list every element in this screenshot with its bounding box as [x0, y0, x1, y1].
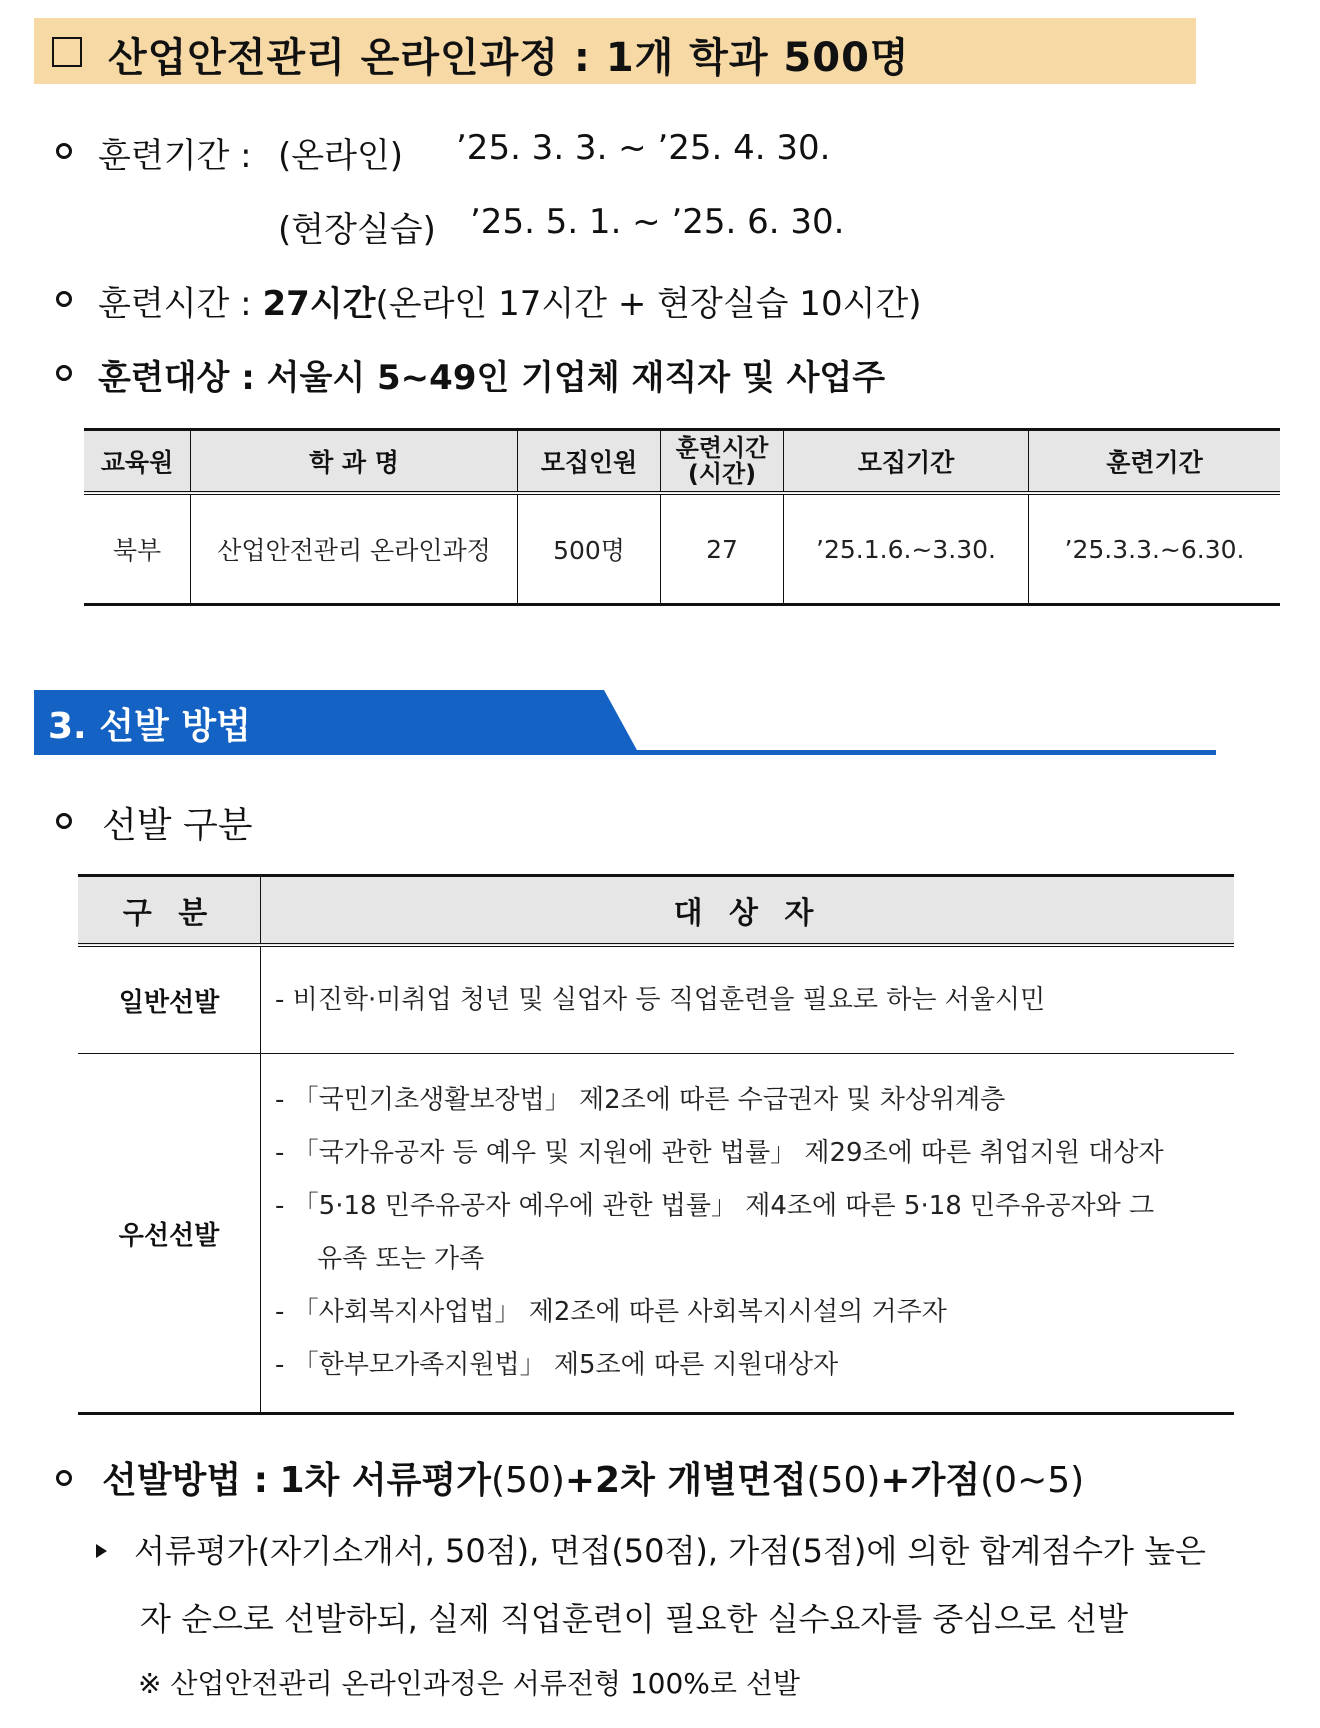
method-part-bonus: +가점 — [880, 1460, 981, 1501]
general-category: 일반선발 — [78, 945, 261, 1054]
col-course-name: 학 과 명 — [191, 430, 518, 494]
method-detail-line1: 서류평가(자기소개서, 50점), 면접(50점), 가점(5점)에 의한 합계점수가 높은 — [134, 1532, 1206, 1570]
list-item: - 비진학·미취업 청년 및 실업자 등 직업훈련을 필요로 하는 서울시민 — [275, 984, 1046, 1015]
method-part-interview: +2차 개별면접 — [564, 1460, 807, 1501]
list-item: 유족 또는 가족 — [317, 1244, 485, 1274]
method-note: ※ 산업안전관리 온라인과정은 서류전형 100%로 선발 — [138, 1667, 800, 1700]
col-training-period: 훈련기간 — [1029, 430, 1281, 494]
col-target: 대 상 자 — [261, 876, 1235, 946]
cell-course-name: 산업안전관리 온라인과정 — [191, 493, 518, 605]
training-period — [98, 128, 252, 177]
triangle-bullet-icon — [96, 1544, 107, 1558]
bullet-circle-icon — [56, 1470, 72, 1486]
col-training-hours-line1: 훈련시간 — [675, 434, 769, 462]
priority-category: 우선선발 — [78, 1054, 261, 1414]
cell-training-hours: 27 — [661, 493, 784, 605]
col-recruit-period: 모집기간 — [784, 430, 1029, 494]
hours-label: 훈련시간 : — [98, 284, 252, 324]
field-label: (현장실습) — [278, 210, 436, 250]
cell-recruit-period: ’25.1.6.~3.30. — [784, 493, 1029, 605]
bullet-circle-icon — [56, 143, 72, 159]
section-subtitle: 선발 구분 — [102, 805, 253, 846]
method-part-bonus-score: (0~5) — [980, 1460, 1085, 1501]
table-row — [84, 493, 1280, 605]
method-part-doc-score: (50) — [490, 1460, 565, 1501]
page-title: 산업안전관리 온라인과정 : 1개 학과 500명 — [108, 35, 910, 81]
col-category: 구 분 — [78, 876, 261, 946]
training-hours — [98, 276, 922, 325]
general-desc — [261, 945, 1235, 1054]
section-title: 3. 선발 방법 — [48, 706, 251, 747]
online-label: (온라인) — [278, 136, 404, 176]
checkbox-icon — [52, 37, 82, 67]
hours-value: 27시간 — [262, 284, 376, 324]
selection-method — [102, 1452, 1084, 1503]
col-recruit-count: 모집인원 — [518, 430, 661, 494]
table-header-row — [78, 876, 1234, 946]
col-training-hours-line2: (시간) — [687, 460, 757, 488]
online-dates: ’25. 3. 3. ~ ’25. 4. 30. — [456, 128, 831, 168]
bullet-circle-icon — [56, 813, 72, 829]
list-item: - 「5·18 민주유공자 예우에 관한 법률」 제4조에 따른 5·18 민주유공자와 그 — [275, 1191, 1155, 1221]
list-item: - 「국민기초생활보장법」 제2조에 따른 수급권자 및 차상위계층 — [275, 1085, 1006, 1115]
selection-table — [78, 874, 1234, 1415]
table-header-row — [84, 430, 1280, 494]
list-item: - 「한부모가족지원법」 제5조에 따른 지원대상자 — [275, 1350, 839, 1380]
method-detail-line2: 자 순으로 선발하되, 실제 직업훈련이 필요한 실수요자를 중심으로 선발 — [140, 1600, 1128, 1638]
method-label: 선발방법 : — [102, 1460, 269, 1501]
priority-desc — [261, 1054, 1235, 1414]
period-label: 훈련기간 : — [98, 136, 252, 176]
field-dates: ’25. 5. 1. ~ ’25. 6. 30. — [470, 202, 845, 242]
section-header-underline — [34, 750, 1216, 755]
bullet-circle-icon — [56, 365, 72, 381]
col-training-hours — [661, 430, 784, 494]
table-row — [78, 945, 1234, 1054]
bullet-circle-icon — [56, 291, 72, 307]
cell-recruit-count: 500명 — [518, 493, 661, 605]
training-target — [98, 350, 885, 399]
cell-institute: 북부 — [84, 493, 191, 605]
target-label: 훈련대상 : — [98, 358, 255, 398]
col-institute: 교육원 — [84, 430, 191, 494]
hours-detail: (온라인 17시간 + 현장실습 10시간) — [375, 284, 922, 324]
table-row — [78, 1054, 1234, 1414]
cell-training-period: ’25.3.3.~6.30. — [1064, 534, 1245, 564]
list-item: - 「사회복지사업법」 제2조에 따른 사회복지시설의 거주자 — [275, 1297, 947, 1327]
target-value: 서울시 5~49인 기업체 재직자 및 사업주 — [266, 358, 886, 398]
method-part-interview-score: (50) — [806, 1460, 881, 1501]
course-table — [84, 428, 1280, 606]
method-part-doc: 1차 서류평가 — [279, 1460, 491, 1501]
list-item: - 「국가유공자 등 예우 및 지원에 관한 법률」 제29조에 따른 취업지원 대상자 — [275, 1138, 1164, 1168]
